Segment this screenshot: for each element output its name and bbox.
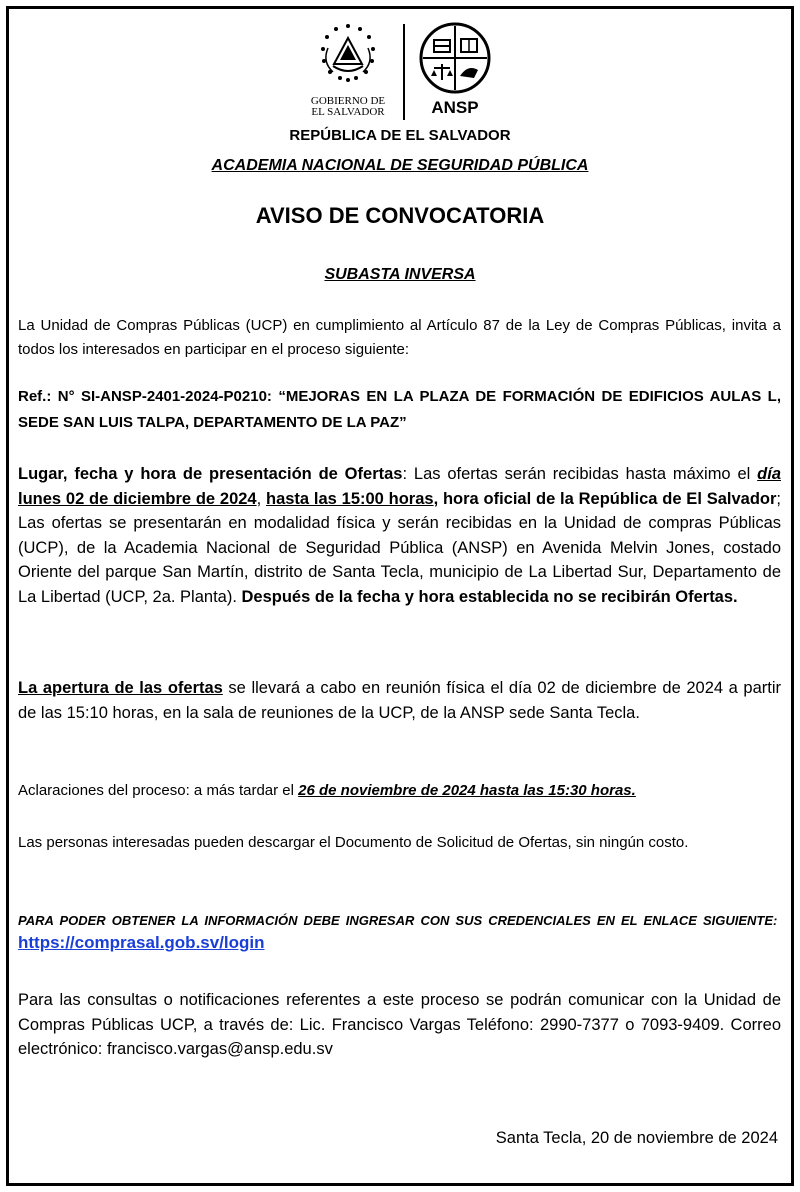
academia-heading: ACADEMIA NACIONAL DE SEGURIDAD PÚBLICA — [211, 157, 589, 174]
lugar-text-3: ; Las ofertas se presentarán en modalidad física y serán recibidas en la Unidad de compras Públicas (UCP), de la Academia Nacional de Seguridad Pública (ANSP) en Avenida Melvin Jones, costado Oriente del parque San Martín, distrito de Santa Tecla, municipio de La Libertad Sur, Departamento de La Libertad (UCP, 2a. Planta). — [18, 489, 781, 606]
apertura-text: se llevará a cabo en reunión física el día 02 de diciembre de 2024 a partir de las 15:10 horas, en la sala de reuniones de la UCP, de la ANSP sede Santa Tecla. — [18, 679, 781, 722]
lugar-text-2: , — [256, 489, 266, 508]
comprasal-link[interactable]: https://comprasal.gob.sv/login — [18, 933, 265, 952]
lugar-hora: hasta las 15:00 horas — [266, 489, 434, 508]
lugar-label: Lugar, fecha y hora de presentación de Ofertas — [18, 465, 403, 483]
lugar-dia: día — [757, 465, 781, 483]
page-title: AVISO DE CONVOCATORIA — [255, 203, 545, 228]
header-logos — [300, 18, 500, 122]
apertura-paragraph — [18, 676, 781, 725]
credenciales-paragraph — [18, 910, 781, 955]
gobierno-text — [300, 96, 396, 118]
ansp-logo-text: ANSP — [431, 98, 479, 117]
ansp-logo — [412, 18, 498, 122]
gobierno-line-2: EL SALVADOR — [311, 106, 385, 118]
ansp-emblem-icon — [412, 18, 498, 96]
subasta-subtitle: SUBASTA INVERSA — [324, 266, 476, 283]
lugar-warning: Después de la fecha y hora establecida no se recibirán Ofertas. — [241, 587, 738, 606]
lugar-oficial: , hora oficial de la República de El Salvador — [433, 489, 777, 508]
republica-heading: REPÚBLICA DE EL SALVADOR — [289, 127, 511, 144]
fecha-lugar: Santa Tecla, 20 de noviembre de 2024 — [495, 1129, 778, 1147]
logo-divider — [403, 24, 405, 120]
lugar-paragraph — [18, 462, 781, 610]
reference-paragraph: Ref.: N° SI-ANSP-2401-2024-P0210: “MEJORAS EN LA PLAZA DE FORMACIÓN DE EDIFICIOS AULAS L, SEDE SAN LUIS TALPA, DEPARTAMENTO DE LA PAZ” — [18, 388, 781, 431]
gobierno-line-1: GOBIERNO DE — [310, 95, 386, 107]
aclaraciones-text: Aclaraciones del proceso: a más tardar el — [18, 782, 299, 799]
aclaraciones-paragraph — [18, 780, 781, 802]
aclaraciones-deadline: 26 de noviembre de 2024 hasta las 15:30 horas. — [298, 782, 636, 799]
descarga-paragraph: Las personas interesadas pueden descargar el Documento de Solicitud de Ofertas, sin ningún costo. — [18, 834, 689, 851]
lugar-text-1: : Las ofertas serán recibidas hasta máximo el — [402, 465, 758, 483]
credenciales-text: PARA PODER OBTENER LA INFORMACIÓN DEBE INGRESAR CON SUS CREDENCIALES EN EL ENLACE SIGUIENTE: — [18, 913, 778, 928]
el-salvador-coat-of-arms-icon — [300, 18, 396, 96]
gobierno-logo — [300, 18, 396, 122]
lugar-date: lunes 02 de diciembre de 2024 — [18, 489, 257, 508]
intro-paragraph: La Unidad de Compras Públicas (UCP) en cumplimiento al Artículo 87 de la Ley de Compras Públicas, invita a todos los interesados en participar en el proceso siguiente: — [18, 317, 781, 358]
consultas-paragraph: Para las consultas o notificaciones referentes a este proceso se podrán comunicar con la Unidad de Compras Públicas UCP, a través de: Lic. Francisco Vargas Teléfono: 2990-7377 o 7093-9409. Correo electrónico: francisco.vargas@ansp.edu.sv — [18, 991, 781, 1059]
apertura-label: La apertura de las ofertas — [18, 679, 223, 697]
